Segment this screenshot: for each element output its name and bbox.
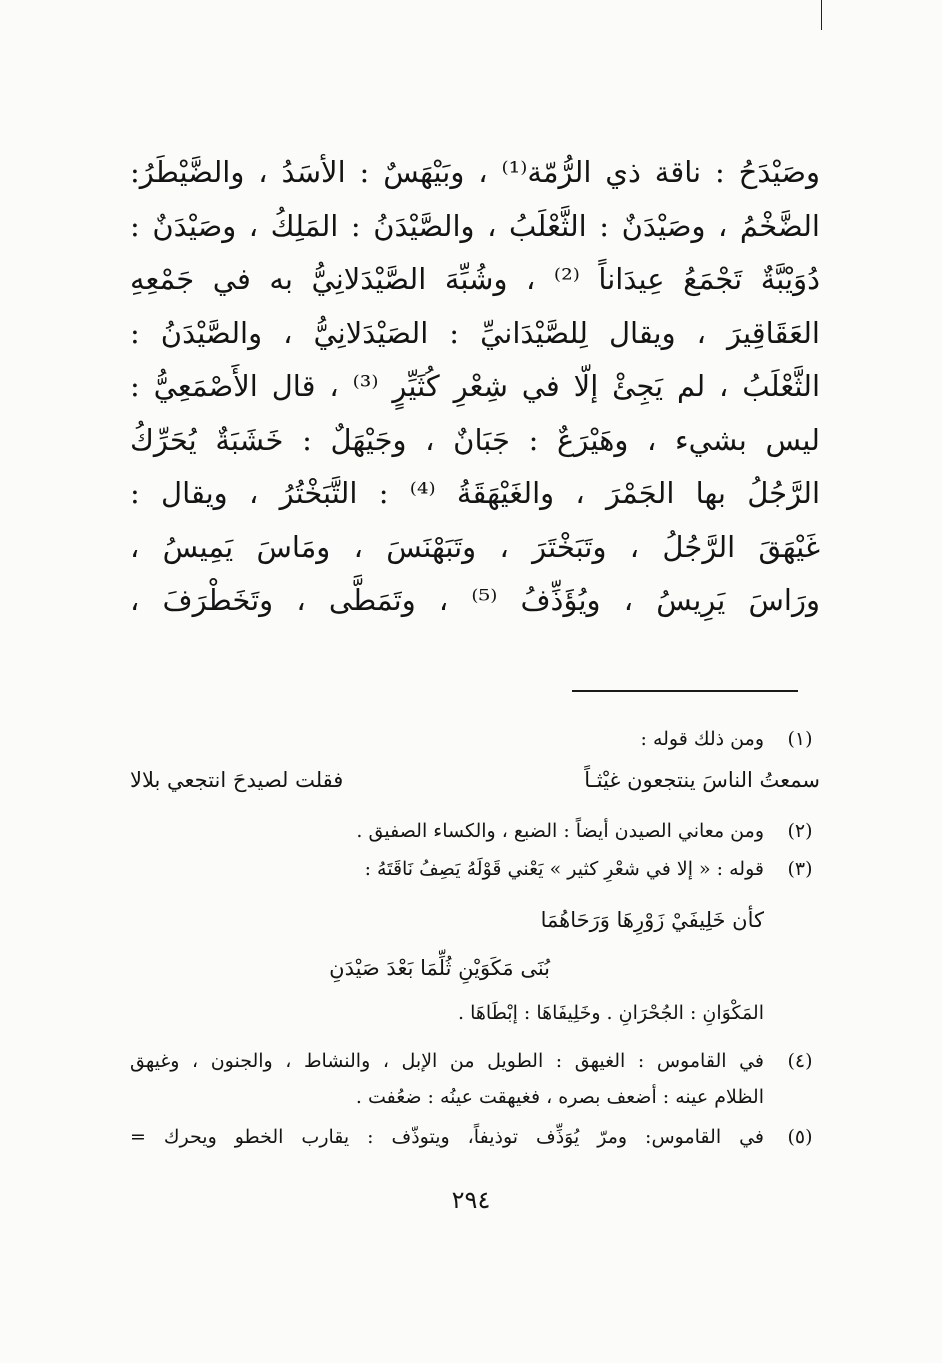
verse-hemistich-right: سمعتُ الناسَ ينتجعون غيْثـاً [584, 768, 820, 792]
verse-line: بُنَى مَكَوَيْنِ ثُلِّمَا بَعْدَ صَيْدَنِ [329, 956, 550, 980]
main-line: العَقَاقِيرَ ، ويقال لِلصَّيْدَانيِّ : الصَيْدَلانِيُّ ، والصَّيْدَنُ : [130, 315, 820, 350]
verse-hemistich-left: فقلت لصيدحَ انتجعي بلالا [130, 768, 344, 792]
footnote-number: (٥) [787, 1126, 813, 1148]
footnote-number: (٢) [787, 820, 813, 842]
main-line: الضَّخْمُ ، وصَيْدَنٌ : الثَّعْلَبُ ، والصَّيْدَنُ : المَلِكُ ، وصَيْدَنٌ : [130, 208, 820, 243]
verse-gloss: المَكْوَانِ : الجُحْرَانِ . وخَلِيفَاهَا : إبْطَاهَا . [458, 1002, 764, 1024]
main-line: غَيْهَقَ الرَّجُلُ ، وتَبَخْتَرَ ، وتَبَهْنَسَ ، ومَاسَ يَمِيسُ ، [130, 529, 820, 564]
footnote-number: (٣) [787, 858, 813, 880]
main-line: ليس بشيء ، وهَيْرَعٌ : جَبَانٌ ، وجَيْهَلٌ : خَشَبَةٌ يُحَرِّكُ [130, 422, 820, 457]
main-line: الرَّجُلُ بها الجَمْرَ ، والغَيْهَقَةُ ⁽⁴⁾ : التَّبَخْتُرُ ، ويقال : [130, 476, 821, 510]
footnote-text: الظلام عينه : أضعف بصره ، فغيهقت عينُه : ضعُفت . [355, 1086, 764, 1108]
page-number: ٢٩٤ [451, 1186, 491, 1214]
footnote-number: (٤) [787, 1050, 813, 1072]
main-line: ورَاسَ يَرِيسُ ، ويُؤَذِّفُ ⁽⁵⁾ ، وتَمَطَّى ، وتَخَطْرَفَ ، [130, 583, 820, 617]
footnote-number: (١) [787, 728, 813, 750]
footnote-separator [572, 690, 798, 692]
main-text [130, 146, 820, 628]
main-line: دُوَيْبَّةٌ تَجْمَعُ عِيدَاناً ⁽²⁾ ، وشُبِّهَ الصَّيْدَلانِيُّ به في جَمْعِهِ [130, 262, 820, 296]
verse-line: كأن خَلِيفَيْ زَوْرِهَا وَرَحَاهُمَا [540, 908, 764, 932]
main-line: وصَيْدَحُ : ناقة ذي الرُّمّة⁽¹⁾ ، وبَيْهَسٌ : الأسَدُ ، والضَّيْطَرُ: [130, 155, 820, 189]
corner-mark [821, 0, 822, 30]
footnote-text: في القاموس : الغيهق : الطويل من الإبل ، والنشاط ، والجنون ، وغيهق [130, 1050, 764, 1072]
footnote-text: ومن ذلك قوله : [640, 728, 764, 750]
footnote-text: ومن معاني الصيدن أيضاً : الضبع ، والكساء الصفيق . [356, 820, 764, 842]
main-line: الثَّعْلَبُ ، لم يَجِئْ إلّا في شِعْرِ كُثَيِّرٍ ⁽³⁾ ، قال الأَصْمَعِيُّ : [130, 369, 820, 403]
footnote-text: قوله : « إلا في شعْرِ كثير » يَعْني قَوْلَهُ يَصِفُ نَاقَتَهُ : [364, 858, 764, 880]
footnote-text: في القاموس: ومرّ يُوَذِّف توذيفاً، ويتوذّف : يقارب الخطو ويحرك = [130, 1126, 764, 1148]
